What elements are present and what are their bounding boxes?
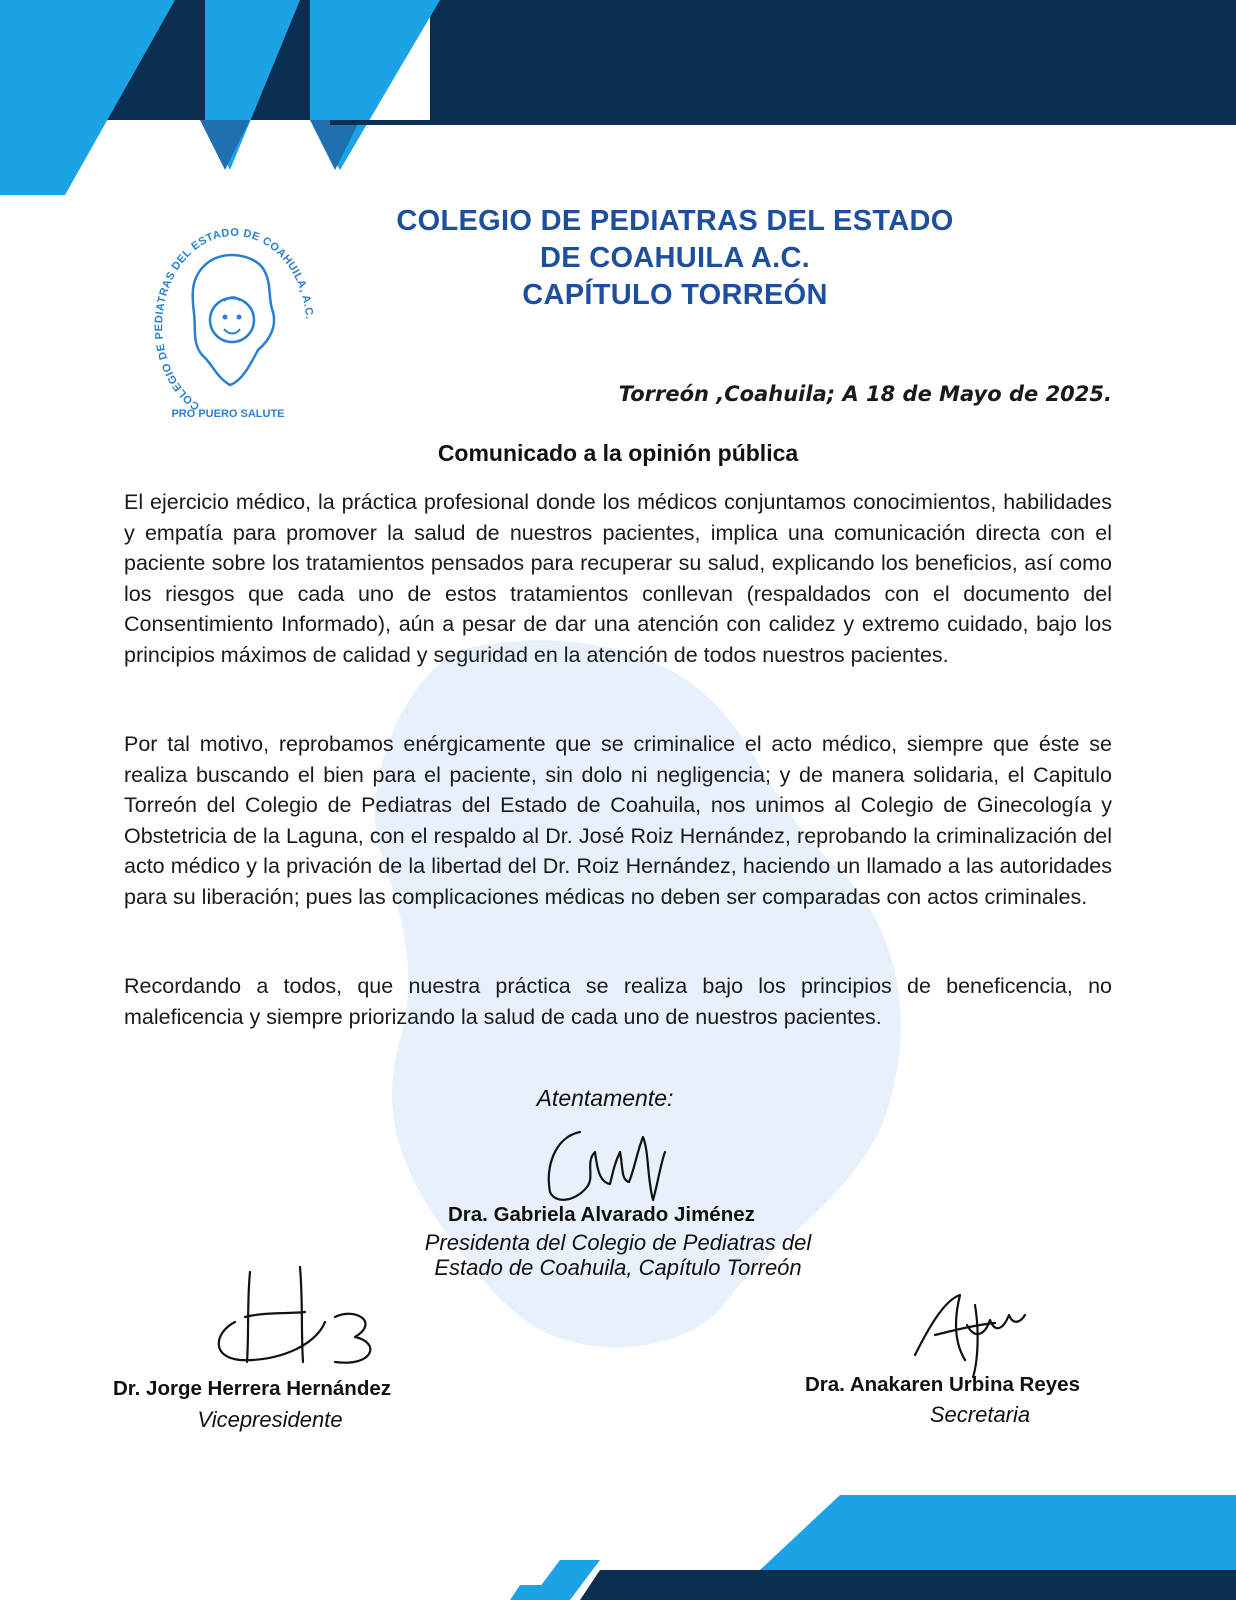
letter-subject: Comunicado a la opinión pública	[437, 440, 799, 466]
org-title-line-2: DE COAHUILA A.C.	[539, 242, 811, 274]
logo-ring-text: COLEGIO DE PEDIATRAS DEL ESTADO DE COAHUILA, A.C.	[153, 226, 316, 413]
place-date: Torreón ,Coahuila; A 18 de Mayo de 2025.	[618, 382, 1112, 406]
body-paragraph-3: Recordando a todos, que nuestra práctica se realiza bajo los principios de beneficencia, no maleficencia y siempre priorizando la salud de cada uno de nuestros pacientes.	[124, 974, 1112, 1029]
body-paragraph-1: El ejercicio médico, la práctica profesional donde los médicos conjuntamos conocimientos, habilidades y empatía para promover la salud de nuestros pacientes, implica una comunicación directa con el paciente sobre los tratamientos pensados para recuperar su salud, explicando los beneficios, así como los riesgos que cada uno de estos tratamientos conllevan (respaldados con el documento del Consentimiento Informado), aún a pesar de dar una atención con calidez y extremo cuidado, bajo los principios máximos de calidad y seguridad en la atención de todos nuestros pacientes.	[124, 490, 1112, 667]
president-signature	[525, 1122, 685, 1210]
closing-salutation: Atentamente:	[536, 1085, 674, 1111]
vice-president-role: Vicepresidente	[197, 1407, 343, 1432]
vice-president-signature	[205, 1262, 385, 1372]
body-paragraph-2: Por tal motivo, reprobamos enérgicamente que se criminalice el acto médico, siempre que éste se realiza buscando el bien para el paciente, sin dolo ni negligencia; y de manera solidaria, el Capitulo Torreón del Colegio de Pediatras del Estado de Coahuila, nos unimos al Colegio de Ginecología y Obstetricia de la Laguna, con el respaldo al Dr. José Roiz Hernández, reprobando la criminalización del acto médico y la privación de la libertad del Dr. Roiz Hernández, haciendo un llamado a las autoridades para su liberación; pues las complicaciones médicas no deben ser comparadas con actos criminales.	[124, 732, 1112, 909]
secretary-role: Secretaria	[929, 1402, 1031, 1427]
college-seal-logo	[150, 205, 320, 430]
president-role-line-2: Estado de Coahuila, Capítulo Torreón	[434, 1255, 802, 1280]
secretary-signature	[905, 1285, 1045, 1380]
vice-president-name: Dr. Jorge Herrera Hernández	[113, 1377, 392, 1400]
org-title-line-3: CAPÍTULO TORREÓN	[522, 279, 828, 311]
president-role-line-1: Presidenta del Colegio de Pediatras del	[424, 1230, 812, 1255]
logo-motto: PRO PUERO SALUTE	[171, 408, 285, 420]
secretary-name: Dra. Anakaren Urbina Reyes	[805, 1373, 1080, 1396]
footer-banner	[0, 1495, 1236, 1600]
header-banner	[0, 0, 1236, 200]
president-name: Dra. Gabriela Alvarado Jiménez	[448, 1203, 755, 1226]
org-title-line-1: COLEGIO DE PEDIATRAS DEL ESTADO	[396, 205, 954, 237]
